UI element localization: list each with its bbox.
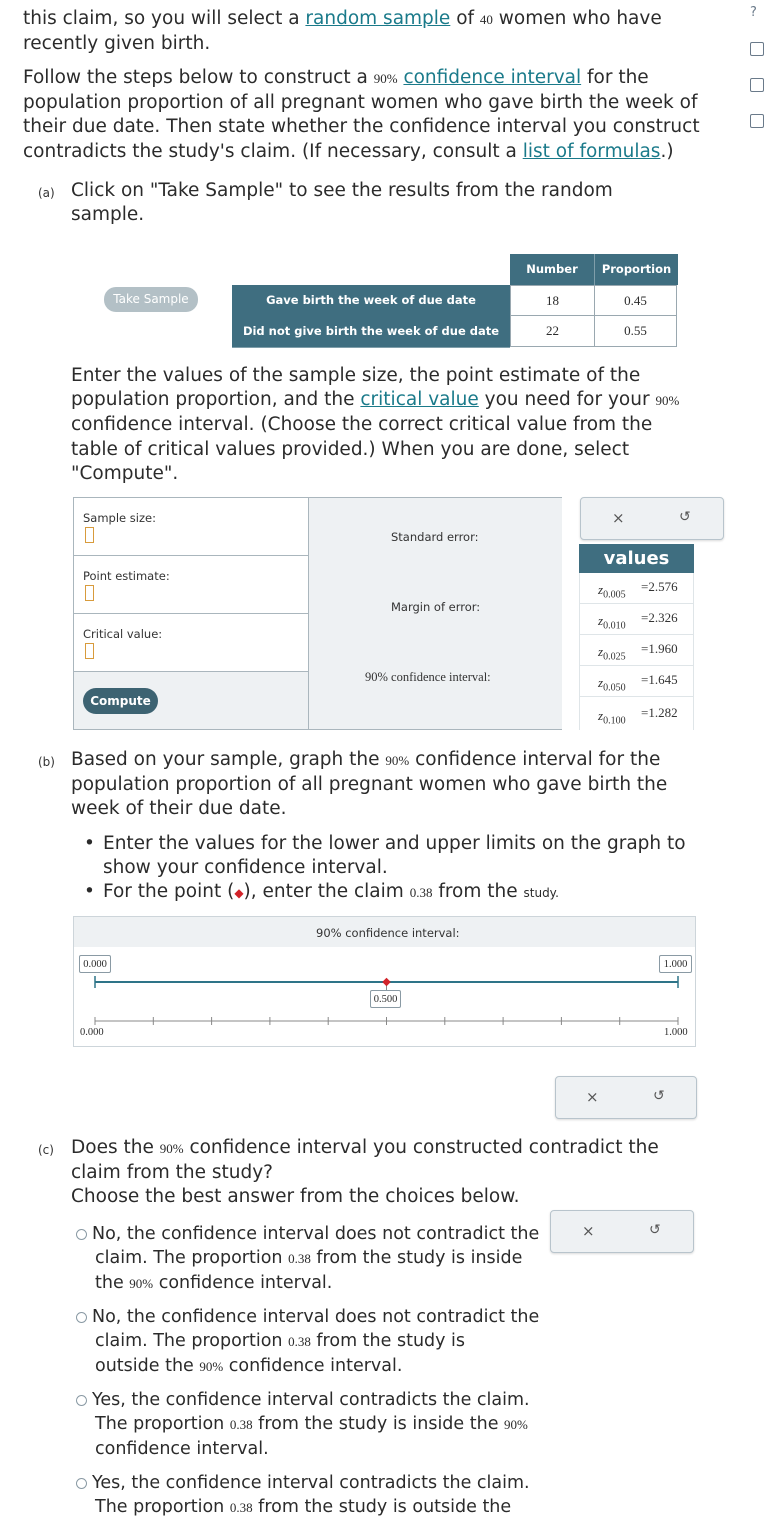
option-radio-3[interactable] [76,1395,87,1406]
table-header-number: Number [510,254,594,285]
part-a-instructions: Enter the values of the sample size, the point estimate of the population proportion, and the critical value you need for your 90% confidence interval. (Choose the correct critical value from the table of critical values provided.) When you are done, select "Compute". [71,365,680,484]
list-of-formulas-link[interactable]: list of formulas [522,140,661,162]
answer-tools [580,497,724,540]
help-icon[interactable]: ? [750,5,757,20]
undo-icon[interactable]: ↺ [679,509,691,525]
z-value-row: $z_{0.005}$ =2.576 [579,573,694,604]
clear-icon[interactable]: × [582,1222,595,1240]
z-value-row: $z_{0.025}$ =1.960 [579,635,694,666]
point-marker-icon: ◆ [234,886,244,901]
take-sample-button[interactable]: Take Sample [104,287,198,312]
part-c-prompt: Does the 90% confidence interval you constructed contradict the claim from the study? Choose the best answer from the choices below. [71,1137,659,1208]
table-cell-number: 18 [510,285,595,316]
table-header-proportion: Proportion [594,254,678,285]
option-1[interactable]: No, the confidence interval does not contradict the claim. The proportion 0.38 from the study is inside the 90% confidence interval. [92,1224,540,1294]
calculator-icon[interactable] [750,42,764,56]
point-value-input[interactable]: 0.500 [370,990,401,1008]
table-cell-proportion: 0.55 [594,315,677,347]
confidence-interval-link[interactable]: confidence interval [403,67,582,88]
part-b-prompt: Based on your sample, graph the 90% confidence interval for the population proportion of all pregnant women who gave birth the week of their due date. [71,749,668,820]
intro-line: recently given birth. [23,33,211,54]
reference-icon[interactable] [750,78,764,92]
undo-icon[interactable]: ↺ [653,1088,665,1104]
upper-limit-input[interactable]: 1.000 [659,955,692,973]
sample-size-label: Sample size: [83,511,156,525]
critical-value-label: Critical value: [83,627,163,641]
part-a-label: (a) [38,186,55,200]
clear-icon[interactable]: × [586,1088,599,1106]
part-b-label: (b) [38,755,55,769]
sample-size-input[interactable] [85,527,94,543]
z-value-row: $z_{0.010}$ =2.326 [579,604,694,635]
z-value-row: $z_{0.100}$ =1.282 [579,697,694,730]
option-4[interactable]: Yes, the confidence interval contradicts the claim. The proportion 0.38 from the study is outside the [92,1473,530,1518]
claim-point[interactable] [382,978,390,991]
point-estimate-label: Point estimate: [83,569,170,583]
graph-title: 90% confidence interval: [316,926,460,940]
instructions-paragraph: Follow the steps below to construct a 90% confidence interval for the population proportion of all pregnant women who gave birth the week of their due date. Then state whether the confidence interval you construct contradicts the study's claim. (If necessary, consult a list of formulas.) [23,67,700,162]
confidence-interval-label: 90% confidence interval: [365,670,491,684]
compute-button[interactable]: Compute [83,688,158,714]
option-3[interactable]: Yes, the confidence interval contradicts the claim. The proportion 0.38 from the study is inside the 90% confidence interval. [92,1390,530,1460]
option-2[interactable]: No, the confidence interval does not contradict the claim. The proportion 0.38 from the study is outside the 90% confidence interval. [92,1307,540,1377]
part-c-label: (c) [38,1143,54,1157]
intro-line: this claim, so you will select a random sample of 40 women who have [23,8,662,29]
table-row-label: Gave birth the week of due date [232,285,510,317]
undo-icon[interactable]: ↺ [649,1222,661,1238]
graph-tools [555,1076,697,1119]
part-b-bullets: • Enter the values for the lower and upper limits on the graph to show your confidence interval. • For the point (◆), enter the claim 0.38 from the study. [84,833,686,903]
choice-tools [550,1210,694,1253]
lower-limit-input[interactable]: 0.000 [79,955,111,973]
margin-of-error-label: Margin of error: [391,600,481,614]
option-radio-4[interactable] [76,1478,87,1489]
z-value-row: $z_{0.050}$ =1.645 [579,666,694,697]
table-cell-proportion: 0.45 [594,285,677,316]
axis-min-label: 0.000 [80,1027,104,1038]
clear-icon[interactable]: × [612,509,625,527]
option-radio-2[interactable] [76,1312,87,1323]
random-sample-link[interactable]: random sample [305,8,451,29]
point-estimate-input[interactable] [85,585,94,601]
critical-value-link[interactable]: critical value [360,389,479,411]
table-cell-number: 22 [510,315,595,347]
axis-max-label: 1.000 [664,1027,688,1038]
part-a-prompt: Click on "Take Sample" to see the results from the random sample. [71,180,613,226]
table-row-label: Did not give birth the week of due date [232,316,510,348]
mail-icon[interactable] [750,114,764,128]
critical-value-input[interactable] [85,643,94,659]
standard-error-label: Standard error: [391,530,479,544]
option-radio-1[interactable] [76,1229,87,1240]
critical-values-header: values [579,544,694,573]
